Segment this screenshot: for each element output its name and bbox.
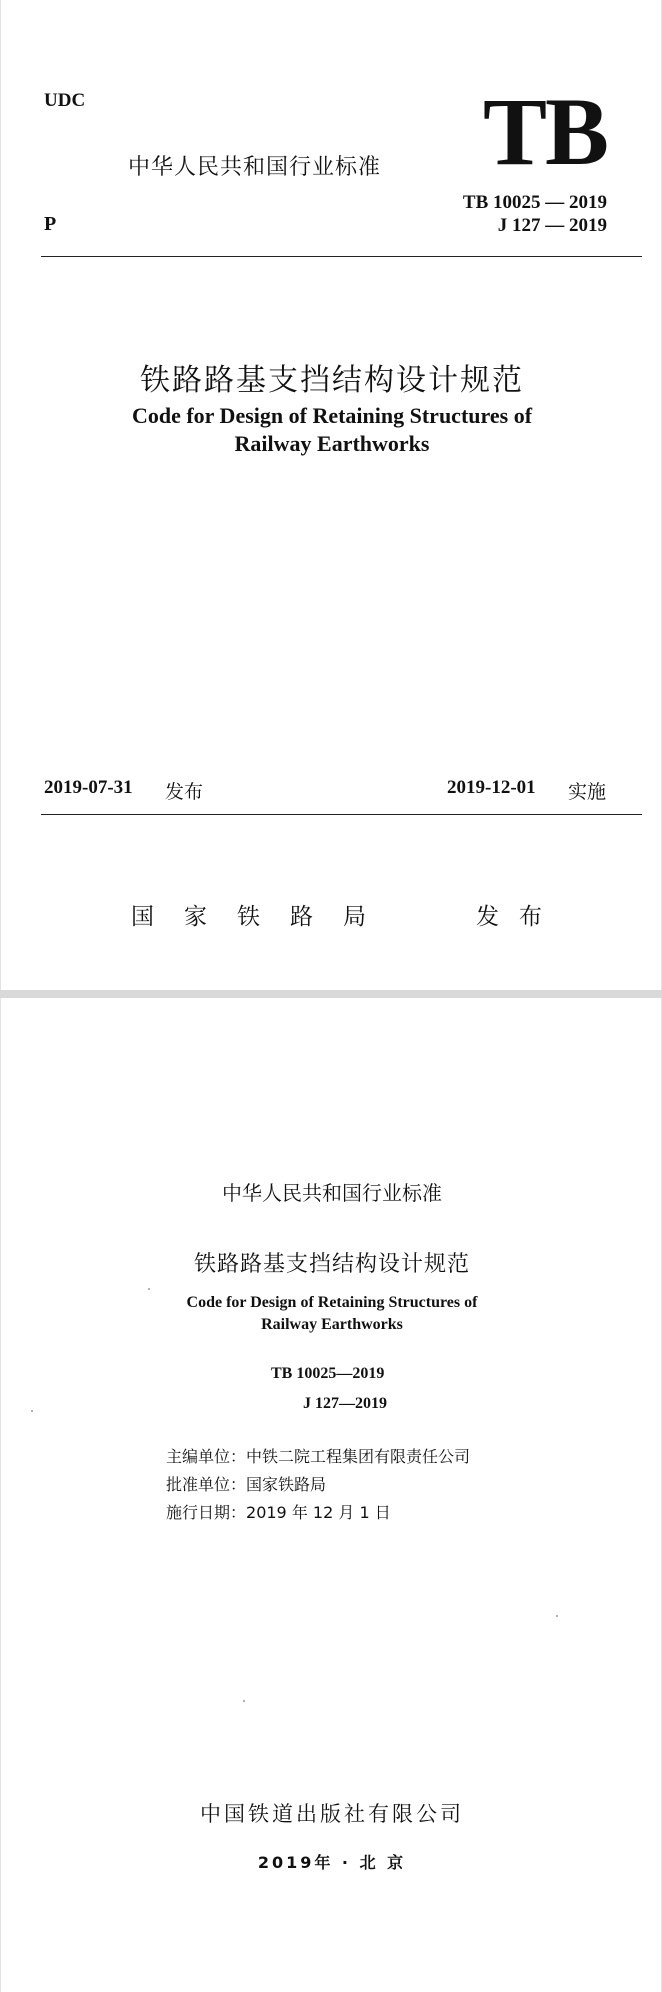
implementation-date: 2019-12-01 <box>447 777 536 798</box>
title-chinese: 铁路路基支挡结构设计规范 <box>140 363 524 398</box>
title-page <box>0 998 662 1992</box>
title-english-line-2: Railway Earthworks <box>261 1316 403 1333</box>
udc-label: UDC <box>44 90 86 111</box>
implementation-label: 实施 <box>568 781 607 803</box>
title-english-line-1: Code for Design of Retaining Structures of <box>131 403 533 428</box>
standard-code-tb: TB 10025 — 2019 <box>462 192 607 213</box>
p-label: P <box>44 213 57 235</box>
publication-year-place: 2019年 · 北 京 <box>257 1853 407 1872</box>
publish-word: 发布 <box>476 904 562 930</box>
info-value: 中铁二院工程集团有限责任公司 <box>246 1447 471 1466</box>
standard-code-tb: TB 10025—2019 <box>271 1365 385 1382</box>
publisher-name: 中国铁道出版社有限公司 <box>200 1802 464 1826</box>
title-english-line-1: Code for Design of Retaining Structures of <box>186 1294 478 1311</box>
tb-logo: TB <box>482 78 607 185</box>
info-label: 施行日期： <box>166 1503 247 1522</box>
cover-page <box>0 0 662 990</box>
title-english-line-2: Railway Earthworks <box>234 431 430 456</box>
industry-standard-heading: 中华人民共和国行业标准 <box>222 1181 442 1205</box>
title-chinese: 铁路路基支挡结构设计规范 <box>193 1252 470 1277</box>
industry-standard-heading: 中华人民共和国行业标准 <box>128 155 382 180</box>
standard-code-j: J 127 — 2019 <box>497 215 607 236</box>
bottom-divider <box>41 814 642 815</box>
issue-date: 2019-07-31 <box>44 777 133 798</box>
scan-speck <box>148 1288 150 1290</box>
scan-speck <box>31 1410 33 1412</box>
info-row-chief-editor <box>166 1444 470 1467</box>
scan-speck <box>243 1700 245 1702</box>
info-value: 国家铁路局 <box>246 1475 327 1494</box>
info-label: 主编单位： <box>166 1447 247 1466</box>
info-row-effective-date <box>166 1500 391 1523</box>
scan-speck <box>556 1615 558 1617</box>
info-row-approver <box>166 1472 326 1495</box>
issuing-authority: 国家铁路局 <box>131 904 396 930</box>
top-divider <box>41 256 642 257</box>
info-value: 2019 年 12 月 1 日 <box>246 1503 391 1522</box>
standard-code-j: J 127—2019 <box>303 1395 387 1412</box>
info-label: 批准单位： <box>166 1475 247 1494</box>
issue-label: 发布 <box>165 781 204 803</box>
